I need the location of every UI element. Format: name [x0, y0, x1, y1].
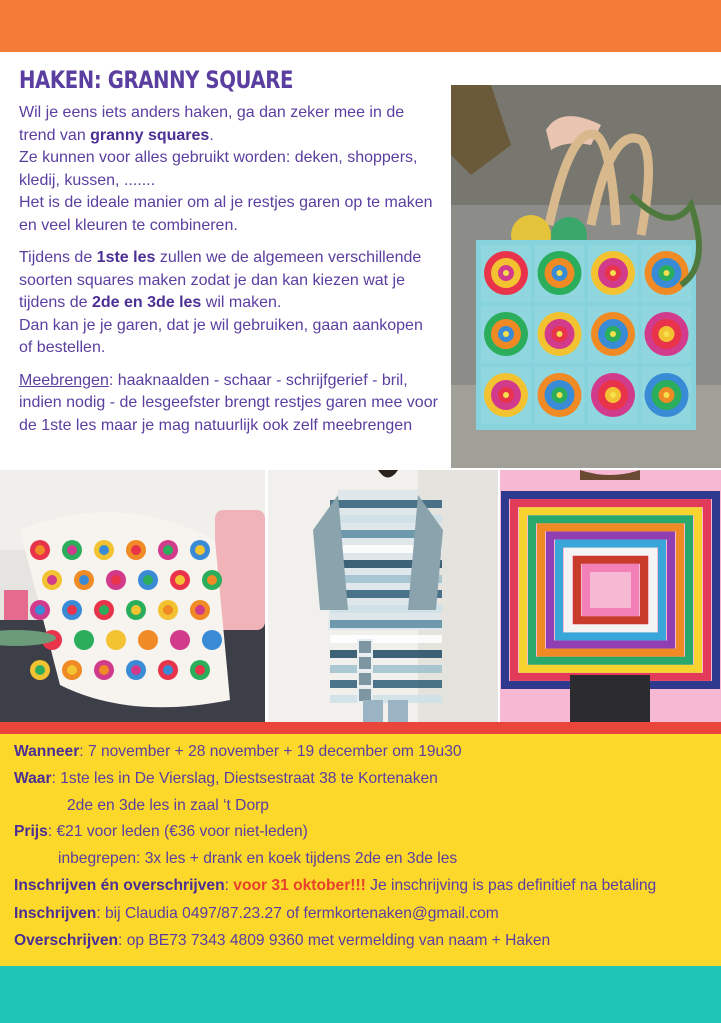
page-title: HAKEN: GRANNY SQUARE	[19, 66, 294, 94]
photo-rainbow-jacket	[500, 470, 721, 722]
red-divider-strip	[0, 722, 721, 734]
intro-paragraph-2: Tijdens de 1ste les zullen we de algemeen verschillende soorten squares maken zodat je dan kan kiezen wat je tijdens de 2de en 3de les wil maken. Dan kan je je garen, dat je wil gebruiken, gaan aankopen of bestellen.	[19, 249, 423, 356]
info-row-overschrijven: Overschrijven: op BE73 7343 4809 9360 met vermelding van naam + Haken	[14, 932, 551, 949]
intro-paragraph-3: Meebrengen: haaknaalden - schaar - schrijfgerief - bril, indien nodig - de lesgeefster brengt restjes garen mee voor de 1ste les maar je mag natuurlijk ook zelf meebrengen	[19, 371, 438, 434]
photo-striped-cardigan	[268, 470, 498, 722]
photo-granny-square-bag	[451, 85, 721, 468]
info-row-waar-2: 2de en 3de les in zaal ‘t Dorp	[67, 797, 269, 814]
intro-text	[19, 102, 439, 447]
info-row-inschrijven-overschrijven: Inschrijven én overschrijven: voor 31 oktober!!! Je inschrijving is pas definitief na betaling	[14, 877, 657, 894]
top-orange-bar	[0, 0, 721, 52]
deadline-text: voor 31 oktober!!!	[233, 877, 366, 894]
info-row-prijs-2: inbegrepen: 3x les + drank en koek tijdens 2de en 3de les	[58, 850, 458, 867]
info-row-inschrijven: Inschrijven: bij Claudia 0497/87.23.27 of fermkortenaken@gmail.com	[14, 905, 499, 922]
info-row-prijs: Prijs: €21 voor leden (€36 voor niet-leden)	[14, 823, 308, 840]
info-panel	[0, 734, 721, 966]
info-row-waar: Waar: 1ste les in De Vierslag, Diestsestraat 38 te Kortenaken	[14, 770, 438, 787]
intro-paragraph-1: Wil je eens iets anders haken, ga dan zeker mee in de trend van granny squares. Ze kunnen voor alles gebruikt worden: deken, shoppers, kledij, kussen, ....... Het is de ideale manier om al je restjes garen op te maken en veel kleuren te combineren.	[19, 104, 433, 234]
bottom-teal-bar	[0, 966, 721, 1023]
photo-granny-square-blanket	[0, 470, 265, 722]
info-row-wanneer: Wanneer: 7 november + 28 november + 19 december om 19u30	[14, 743, 462, 760]
